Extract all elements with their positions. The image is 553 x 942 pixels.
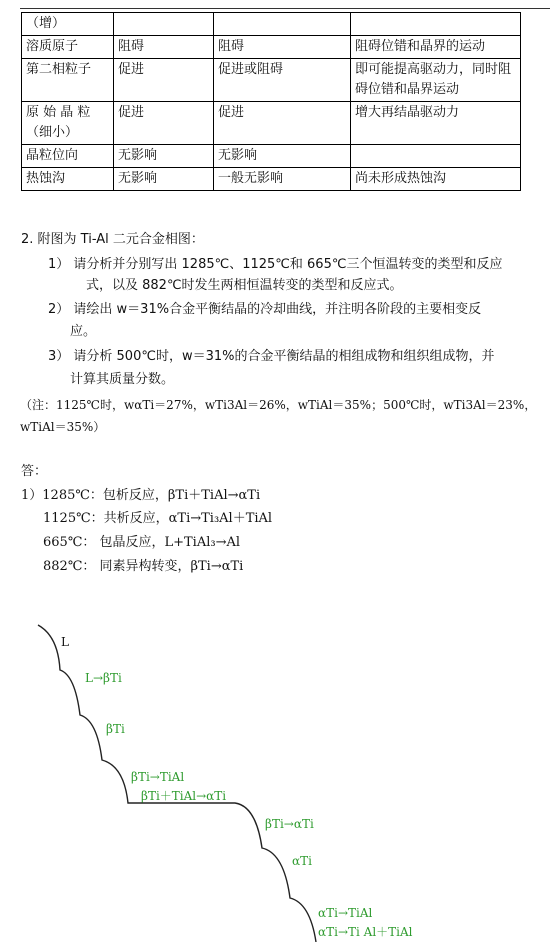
curve-label-alpha-to-tial: αTi→TiAl <box>318 906 373 920</box>
answer-line-4: 882℃： 同素异构转变，βTi→αTi <box>43 559 244 574</box>
table-cell: 促进或阻碍 <box>214 59 351 102</box>
table-cell: 阻碍 <box>214 36 351 59</box>
table-cell: 原 始 晶 粒 （细小） <box>22 102 114 145</box>
curve-label-beta: βTi <box>106 722 125 736</box>
question-item-3-line-2: 计算其质量分数。 <box>70 372 175 387</box>
curve-label-alpha-to-ti3al-tial: αTi→Ti Al＋TiAl <box>318 925 413 939</box>
curve-label-beta-plus-tial-to-alpha: βTi＋TiAl→αTi <box>141 789 227 803</box>
curve-label-alpha: αTi <box>292 854 312 868</box>
answer-line-1: 1）1285℃：包析反应，βTi＋TiAl→αTi <box>21 488 261 503</box>
table-cell: 增大再结晶驱动力 <box>351 102 521 145</box>
table-cell: 阻碍位错和晶界的运动 <box>351 36 521 59</box>
table-cell: 促进 <box>114 102 214 145</box>
question-item-3-line-1: 3） 请分析 500℃时，w＝31%的合金平衡结晶的相组成物和组织组成物，并 <box>48 349 495 364</box>
question-item-2-line-1: 2） 请绘出 w＝31%合金平衡结晶的冷却曲线，并注明各阶段的主要相变反 <box>48 302 482 317</box>
curve-label-beta-to-tial: βTi→TiAl <box>131 770 185 784</box>
table-cell: 无影响 <box>214 145 351 168</box>
table-cell: 一般无影响 <box>214 168 351 191</box>
question-note-line-1: （注：1125℃时，wαTi＝27%，wTi3Al＝26%，wTiAl＝35%；500℃时，wTi3Al＝23%， <box>20 398 537 412</box>
table-cell: 热蚀沟 <box>22 168 114 191</box>
table-cell: 阻碍 <box>114 36 214 59</box>
table-cell: 无影响 <box>114 145 214 168</box>
table-cell: （增） <box>22 13 114 36</box>
table-cell: 溶质原子 <box>22 36 114 59</box>
answer-label: 答： <box>21 464 48 479</box>
table-cell: 第二相粒子 <box>22 59 114 102</box>
curve-label-L-to-beta: L→βTi <box>85 671 122 685</box>
curve-label-beta-to-alpha: βTi→αTi <box>265 817 314 831</box>
table-cell: 尚未形成热蚀沟 <box>351 168 521 191</box>
question-note-line-2: wTiAl＝35%） <box>20 420 106 434</box>
table-cell: 即可能提高驱动力，同时阻碍位错和晶界运动 <box>351 59 521 102</box>
table-cell: 无影响 <box>114 168 214 191</box>
table-cell: 晶粒位向 <box>22 145 114 168</box>
answer-line-2: 1125℃：共析反应，αTi→Ti₃Al＋TiAl <box>43 511 273 526</box>
table-cell: 促进 <box>214 102 351 145</box>
curve-label-L: L <box>61 635 69 649</box>
answer-line-3: 665℃： 包晶反应，L+TiAl₃→Al <box>43 535 241 550</box>
question-item-1-line-1: 1） 请分析并分别写出 1285℃、1125℃和 665℃三个恒温转变的类型和反应 <box>48 257 503 272</box>
question-title: 2. 附图为 Ti-Al 二元合金相图： <box>21 232 204 247</box>
question-item-2-line-2: 应。 <box>70 324 97 339</box>
question-item-1-line-2: 式，以及 882℃时发生两相恒温转变的类型和反应式。 <box>86 278 403 293</box>
table-cell: 促进 <box>114 59 214 102</box>
